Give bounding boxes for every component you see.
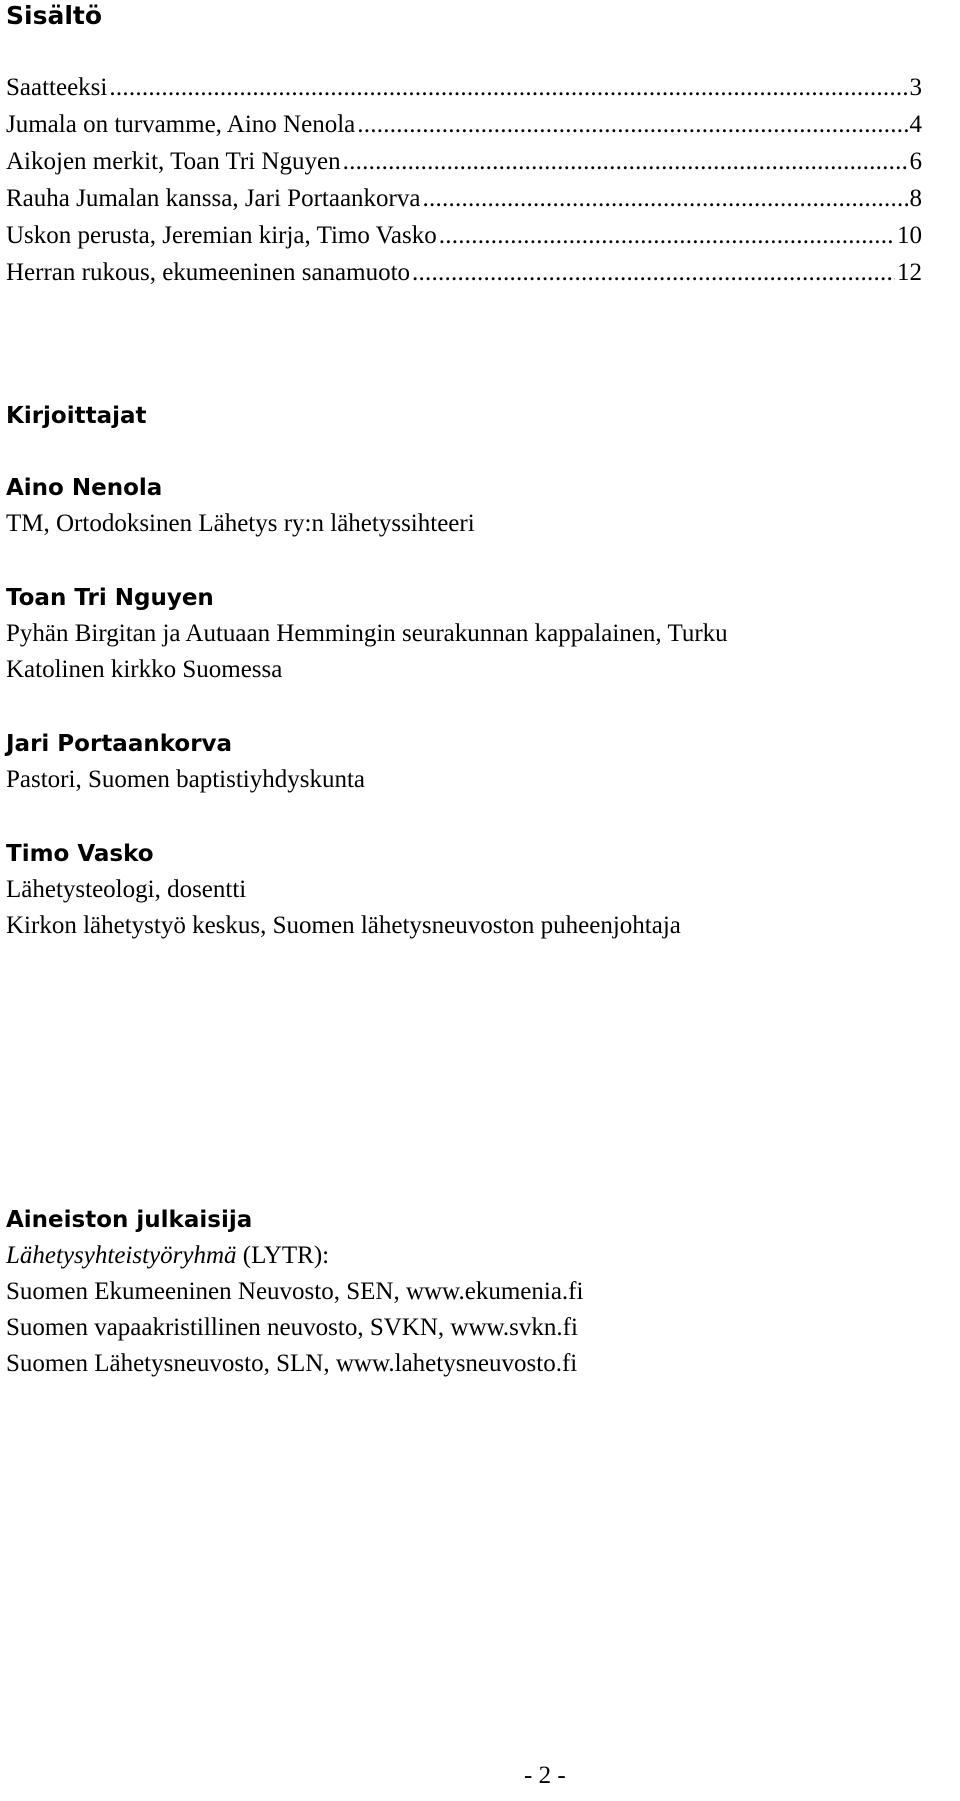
publisher-heading: Aineiston julkaisija [6,1207,253,1233]
toc-dot-leader [422,180,907,217]
toc-entry-page: 10 [897,222,922,249]
toc-entry-title: Jumala on turvamme, Aino Nenola [6,111,356,138]
author-description: Katolinen kirkko Suomessa [6,656,283,683]
toc-dot-leader [439,217,895,254]
toc-entry [6,143,922,180]
toc-entry [6,254,922,291]
author-name: Aino Nenola [6,475,163,501]
authors-heading: Kirjoittajat [6,403,147,429]
toc-entry [6,180,922,217]
page-number: - 2 - [524,1762,566,1789]
toc-entry-title: Aikojen merkit, Toan Tri Nguyen [6,148,341,175]
toc-entry-page: 8 [909,185,922,212]
author-name: Timo Vasko [6,841,154,867]
author-name: Jari Portaankorva [6,731,233,757]
toc-entry-title: Herran rukous, ekumeeninen sanamuoto [6,259,411,286]
author-description: Pyhän Birgitan ja Autuaan Hemmingin seurakunnan kappalainen, Turku [6,620,728,647]
author-description: TM, Ortodoksinen Lähetys ry:n lähetyssihteeri [6,510,475,537]
author-name: Toan Tri Nguyen [6,585,214,611]
table-of-contents [6,69,922,291]
publisher-group-abbr: (LYTR): [236,1242,330,1269]
author-description: Pastori, Suomen baptistiyhdyskunta [6,766,366,793]
toc-entry [6,69,922,106]
publisher-member: Suomen Lähetysneuvosto, SLN, www.lahetysneuvosto.fi [6,1350,578,1377]
author-description: Kirkon lähetystyö keskus, Suomen lähetysneuvoston puheenjohtaja [6,912,681,939]
publisher-member: Suomen Ekumeeninen Neuvosto, SEN, www.ekumenia.fi [6,1278,584,1305]
author-description: Lähetysteologi, dosentti [6,876,247,903]
toc-entry-title: Rauha Jumalan kanssa, Jari Portaankorva [6,185,421,212]
toc-entry-page: 3 [909,74,922,101]
toc-dot-leader [412,254,895,291]
page-title: Sisältö [6,1,103,30]
publisher-group-name: Lähetysyhteistyöryhmä [6,1242,237,1269]
toc-entry-page: 6 [909,148,922,175]
publisher-member: Suomen vapaakristillinen neuvosto, SVKN, www.svkn.fi [6,1314,578,1341]
toc-dot-leader [343,143,908,180]
toc-entry-page: 12 [897,259,922,286]
publisher-group [6,1240,329,1272]
toc-entry [6,217,922,254]
toc-entry-title: Saatteeksi [6,74,108,101]
toc-entry [6,106,922,143]
toc-dot-leader [109,69,907,106]
toc-dot-leader [357,106,907,143]
toc-entry-page: 4 [909,111,922,138]
toc-entry-title: Uskon perusta, Jeremian kirja, Timo Vasko [6,222,437,249]
